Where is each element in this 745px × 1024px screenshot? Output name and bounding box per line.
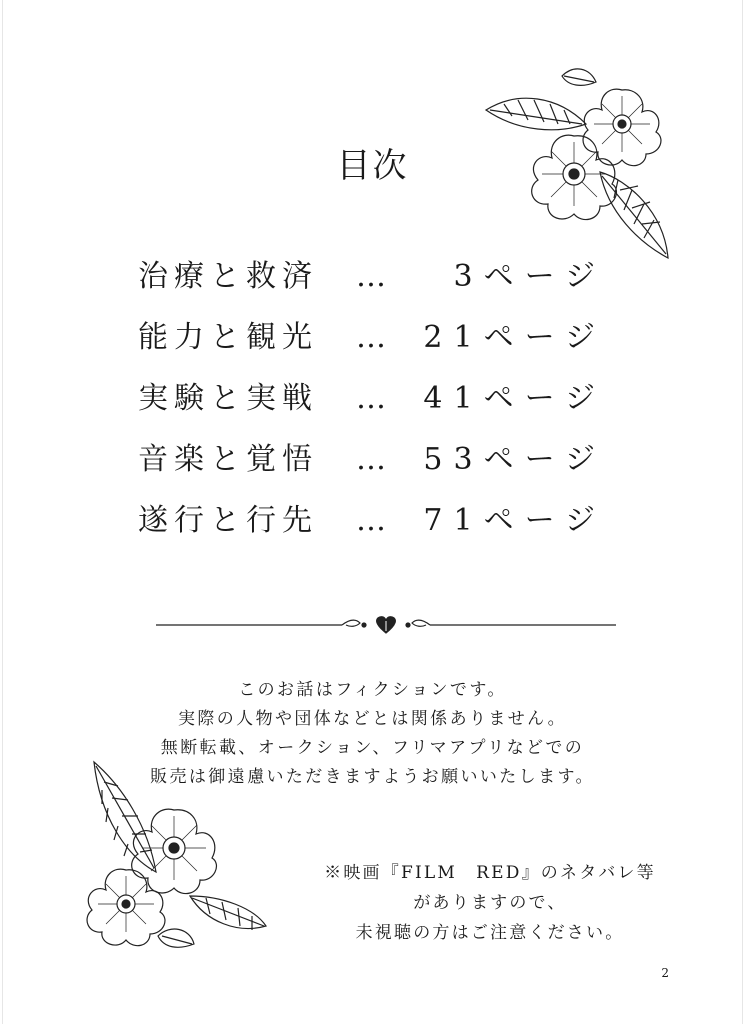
toc-chapter-title: 能力と観光 <box>138 320 318 355</box>
toc-row <box>138 252 618 313</box>
toc-chapter-title: 遂行と行先 <box>138 503 318 538</box>
toc-page-number: 3ページ <box>453 259 606 294</box>
toc-leader-dots: … <box>356 259 388 294</box>
toc-page-number: 71ページ <box>423 503 606 538</box>
notice-line: 無断転載、オークション、フリマアプリなどでの <box>160 738 585 758</box>
toc-leader-dots: … <box>356 442 388 477</box>
toc-page-number: 21ページ <box>423 320 606 355</box>
toc-chapter-title: 治療と救済 <box>138 259 318 294</box>
ornamental-divider <box>156 613 616 637</box>
floral-illustration-bottom-left <box>78 756 274 968</box>
warning-line: がありますので、 <box>413 893 567 913</box>
page-number: 2 <box>661 966 669 980</box>
toc-chapter-title: 実験と実戦 <box>138 381 318 416</box>
warning-line: ※映画『FILM RED』のネタバレ等 <box>324 863 656 883</box>
toc-leader-dots: … <box>356 381 388 416</box>
toc-leader-dots: … <box>356 320 388 355</box>
toc-chapter-title: 音楽と覚悟 <box>138 442 318 477</box>
notice-line: 販売は御遠慮いただきますようお願いいたします。 <box>150 767 595 787</box>
table-of-contents <box>138 252 618 557</box>
spoiler-warning <box>290 858 690 948</box>
toc-row <box>138 374 618 435</box>
warning-line: 未視聴の方はご注意ください。 <box>355 923 625 943</box>
toc-leader-dots: … <box>356 503 388 538</box>
notice-line: 実際の人物や団体などとは関係ありません。 <box>177 709 568 729</box>
toc-row <box>138 435 618 496</box>
heart-icon <box>377 617 396 633</box>
toc-page-number: 53ページ <box>423 442 606 477</box>
toc-page-number: 41ページ <box>423 381 606 416</box>
notice-line: このお話はフィクションです。 <box>238 680 507 700</box>
page-title: 目次 <box>336 146 409 186</box>
toc-row <box>138 496 618 557</box>
toc-row <box>138 313 618 374</box>
